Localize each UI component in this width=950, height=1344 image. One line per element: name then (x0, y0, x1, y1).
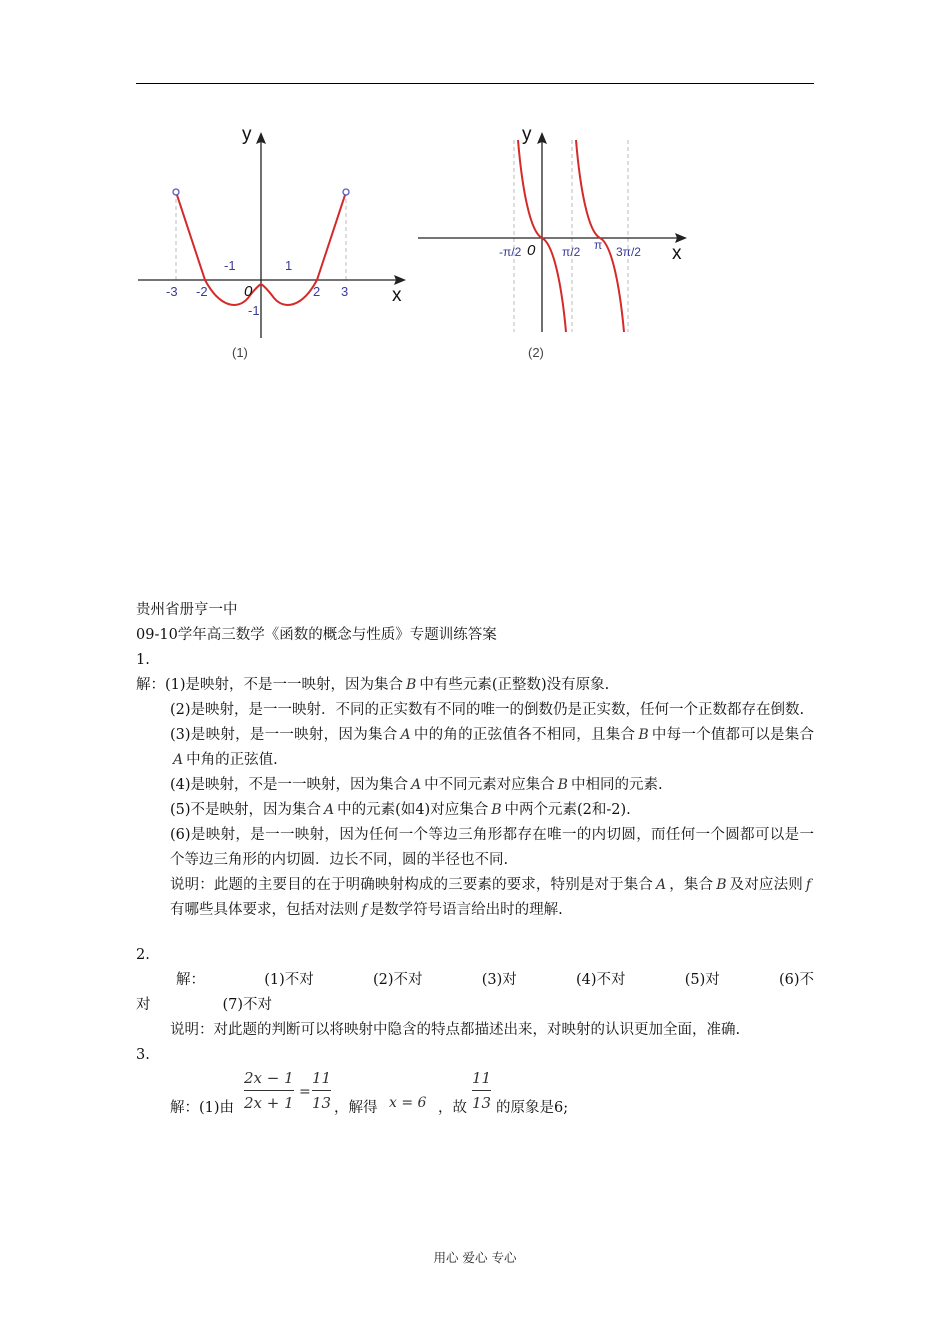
figure-caption: (2) (528, 345, 544, 360)
figure-caption: (1) (232, 345, 248, 360)
q2-answers: 解： (1)不对 (2)不对 (3)对 (4)不对 (5)对 (6)不 (176, 972, 814, 988)
fraction-value: 11 13 (312, 1069, 332, 1112)
q2-note: 说明：对此题的判断可以将映射中隐含的特点都描述出来，对映射的认识更加全面，准确. (170, 1022, 741, 1038)
open-endpoint-right (343, 189, 349, 195)
x-axis-label: x (672, 243, 682, 264)
q1-part-2: (2)是映射，是一一映射．不同的正实数有不同的唯一的倒数仍是正实数，任何一个正数都存在倒数. (170, 702, 805, 718)
y-axis-label: y (242, 124, 252, 145)
fraction-value: 11 13 (472, 1069, 492, 1112)
header-rule (136, 83, 814, 84)
q3-solution: 解：(1)由 2x − 1 2x + 1 = 11 13 ，解得 x = 6 ，故 11 13 的原象是6; (170, 1069, 569, 1116)
curve-branch-2 (576, 140, 624, 332)
school-name: 贵州省册亨一中 (136, 602, 238, 618)
page-footer: 用心 爱心 专心 (433, 1250, 517, 1265)
open-endpoint-left (173, 189, 179, 195)
document-heading: 09-10学年高三数学《函数的概念与性质》专题训练答案 (136, 627, 497, 643)
fraction-expression: 2x − 1 2x + 1 (244, 1069, 294, 1112)
question-number: 3. (136, 1047, 150, 1063)
tick-label: 3 (341, 284, 349, 299)
figure-1 (130, 118, 420, 368)
tick-label: -3 (166, 284, 178, 299)
tick-label: -1 (224, 258, 236, 273)
tick-pi: π (594, 238, 603, 252)
origin-label: 0 (527, 242, 536, 259)
figure-2 (412, 118, 702, 368)
q1-part-4: (4)是映射，不是一一映射，因为集合 A 中不同元素对应集合 B 中相同的元素. (170, 777, 663, 793)
q1-note: 说明：此题的主要目的在于明确映射构成的三要素的要求，特别是对于集合 A ，集合 B 及对应法则 f有哪些具体要求，包括对法则 f 是数学符号语言给出时的理解. (170, 877, 812, 918)
q1-part-5: (5)不是映射，因为集合 A 中的元素(如4)对应集合 B 中两个元素(2和-2). (170, 802, 631, 818)
question-number: 2. (136, 947, 150, 963)
tick-label: 1 (285, 258, 293, 273)
y-tick-label: -1 (248, 303, 260, 318)
tick-three-half-pi: 3π/2 (616, 245, 641, 259)
q1-part-6: (6)是映射，是一一映射，因为任何一个等边三角形都存在唯一的内切圆，而任何一个圆都可以是一个等边三角形的内切圆．边长不同，圆的半径也不同. (170, 827, 814, 868)
q1-part-3: (3)是映射，是一一映射，因为集合 A 中的角的正弦值各不相同，且集合 B 中每一个值都可以是集合A 中角的正弦值. (170, 727, 814, 768)
origin-label: 0 (244, 283, 253, 300)
question-number: 1. (136, 652, 150, 668)
q1-part-1: 解：(1)是映射，不是一一映射，因为集合 B 中有些元素(正整数)没有原象. (136, 677, 610, 693)
y-axis-label: y (522, 124, 532, 145)
tick-label: 2 (313, 284, 321, 299)
x-axis-label: x (392, 285, 402, 306)
tick-half-pi: π/2 (562, 245, 581, 259)
answer-content (136, 598, 814, 1132)
q2-continuation: 对 (7)不对 (136, 997, 273, 1013)
tick-neg-half-pi: -π/2 (499, 245, 522, 259)
tick-label: -2 (196, 284, 208, 299)
